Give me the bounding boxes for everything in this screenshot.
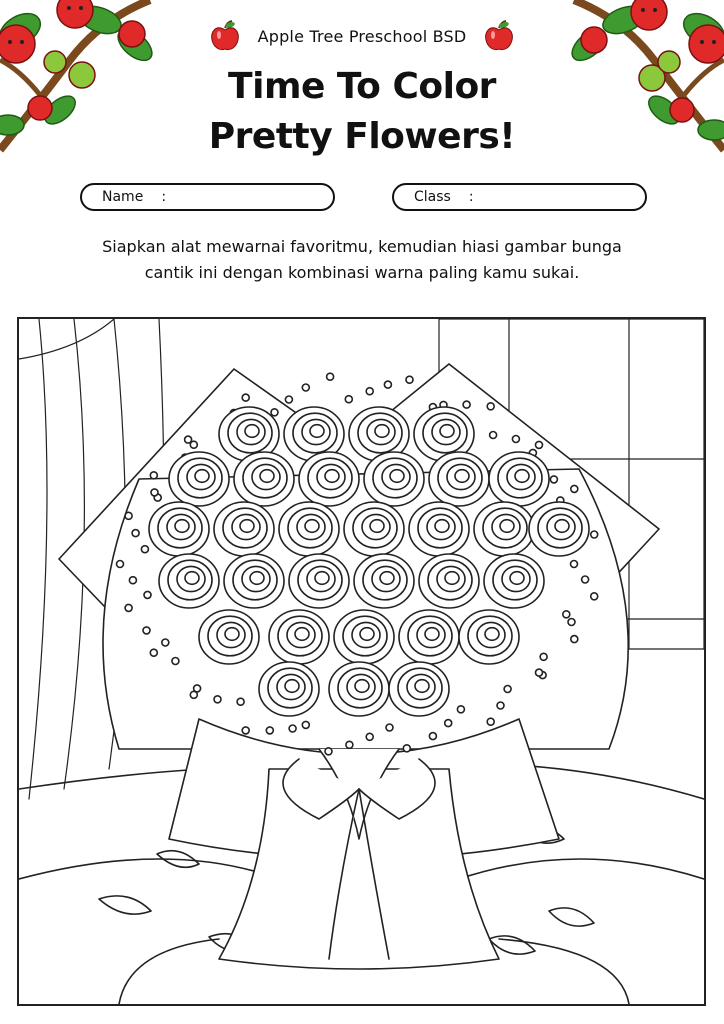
rose-flower [419, 554, 479, 608]
babys-breath-flower [429, 733, 436, 740]
babys-breath-flower [445, 720, 452, 727]
bouquet-illustration [19, 319, 704, 1004]
babys-breath-flower [487, 403, 494, 410]
babys-breath-flower [289, 725, 296, 732]
babys-breath-flower [366, 388, 373, 395]
name-label: Name [102, 189, 144, 205]
rose-flower [389, 662, 449, 716]
rose-flower [279, 502, 339, 556]
rose-flower [354, 554, 414, 608]
rose-flower [224, 554, 284, 608]
rose-flower [329, 662, 389, 716]
babys-breath-flower [384, 381, 391, 388]
babys-breath-flower [571, 485, 578, 492]
rose-flower [289, 554, 349, 608]
rose-flower [489, 452, 549, 506]
babys-breath-flower [132, 530, 139, 537]
rose-flower [214, 502, 274, 556]
babys-breath-flower [571, 636, 578, 643]
babys-breath-flower [141, 546, 148, 553]
babys-breath-flower [571, 561, 578, 568]
babys-breath-flower [457, 706, 464, 713]
babys-breath-flower [237, 698, 244, 705]
babys-breath-flower [463, 401, 470, 408]
rose-flower [409, 502, 469, 556]
babys-breath-flower [271, 409, 278, 416]
rose-flower [529, 502, 589, 556]
school-name: Apple Tree Preschool BSD [257, 26, 467, 46]
babys-breath-flower [125, 512, 132, 519]
class-colon: : [468, 189, 474, 205]
babys-breath-flower [129, 577, 136, 584]
babys-breath-flower [487, 718, 494, 725]
babys-breath-flower [345, 396, 352, 403]
title-line-1: Time To Color [228, 66, 496, 107]
rose-flower [169, 452, 229, 506]
babys-breath-flower [406, 376, 413, 383]
rose-flower [159, 554, 219, 608]
instructions [60, 234, 664, 286]
babys-breath-flower [563, 611, 570, 618]
babys-breath-flower [366, 733, 373, 740]
babys-breath-flower [346, 741, 353, 748]
babys-breath-flower [582, 576, 589, 583]
rose-flower [299, 452, 359, 506]
rose-flower [269, 610, 329, 664]
instructions-line-2: cantik ini dengan kombinasi warna paling kamu sukai. [144, 263, 580, 282]
school-header [0, 20, 724, 52]
rose-flower [484, 554, 544, 608]
name-colon: : [161, 189, 167, 205]
apple-icon [210, 20, 240, 52]
babys-breath-flower [512, 436, 519, 443]
babys-breath-flower [591, 531, 598, 538]
rose-flower [149, 502, 209, 556]
rose-flower [334, 610, 394, 664]
apple-icon [484, 20, 514, 52]
rose-flower [364, 452, 424, 506]
rose-flower [459, 610, 519, 664]
babys-breath-flower [490, 432, 497, 439]
babys-breath-flower [536, 669, 543, 676]
babys-breath-flower [568, 619, 575, 626]
babys-breath-flower [162, 639, 169, 646]
babys-breath-flower [536, 441, 543, 448]
babys-breath-flower [190, 441, 197, 448]
title-line-2: Pretty Flowers! [208, 116, 516, 157]
rose-flower [429, 452, 489, 506]
babys-breath-flower [302, 384, 309, 391]
babys-breath-flower [504, 686, 511, 693]
name-field[interactable] [80, 183, 335, 211]
babys-breath-flower [386, 724, 393, 731]
babys-breath-flower [144, 591, 151, 598]
babys-breath-flower [194, 685, 201, 692]
coloring-frame [17, 317, 706, 1006]
babys-breath-flower [403, 745, 410, 752]
babys-breath-flower [285, 396, 292, 403]
instructions-line-1: Siapkan alat mewarnai favoritmu, kemudian hiasi gambar bunga [102, 237, 622, 256]
babys-breath-flower [214, 696, 221, 703]
babys-breath-flower [302, 721, 309, 728]
babys-breath-flower [550, 476, 557, 483]
page-title [0, 62, 724, 162]
babys-breath-flower [327, 373, 334, 380]
babys-breath-flower [266, 727, 273, 734]
babys-breath-flower [151, 489, 158, 496]
babys-breath-flower [143, 627, 150, 634]
babys-breath-flower [150, 472, 157, 479]
rose-flower [199, 610, 259, 664]
babys-breath-flower [497, 702, 504, 709]
rose-flower [344, 502, 404, 556]
babys-breath-flower [242, 394, 249, 401]
babys-breath-flower [540, 653, 547, 660]
babys-breath-flower [125, 604, 132, 611]
babys-breath-flower [242, 727, 249, 734]
babys-breath-flower [150, 649, 157, 656]
class-field[interactable] [392, 183, 647, 211]
babys-breath-flower [172, 658, 179, 665]
babys-breath-flower [325, 748, 332, 755]
babys-breath-flower [117, 561, 124, 568]
rose-flower [474, 502, 534, 556]
rose-flower [399, 610, 459, 664]
rose-flower [234, 452, 294, 506]
class-label: Class [414, 189, 451, 205]
babys-breath-flower [591, 593, 598, 600]
rose-flower [259, 662, 319, 716]
